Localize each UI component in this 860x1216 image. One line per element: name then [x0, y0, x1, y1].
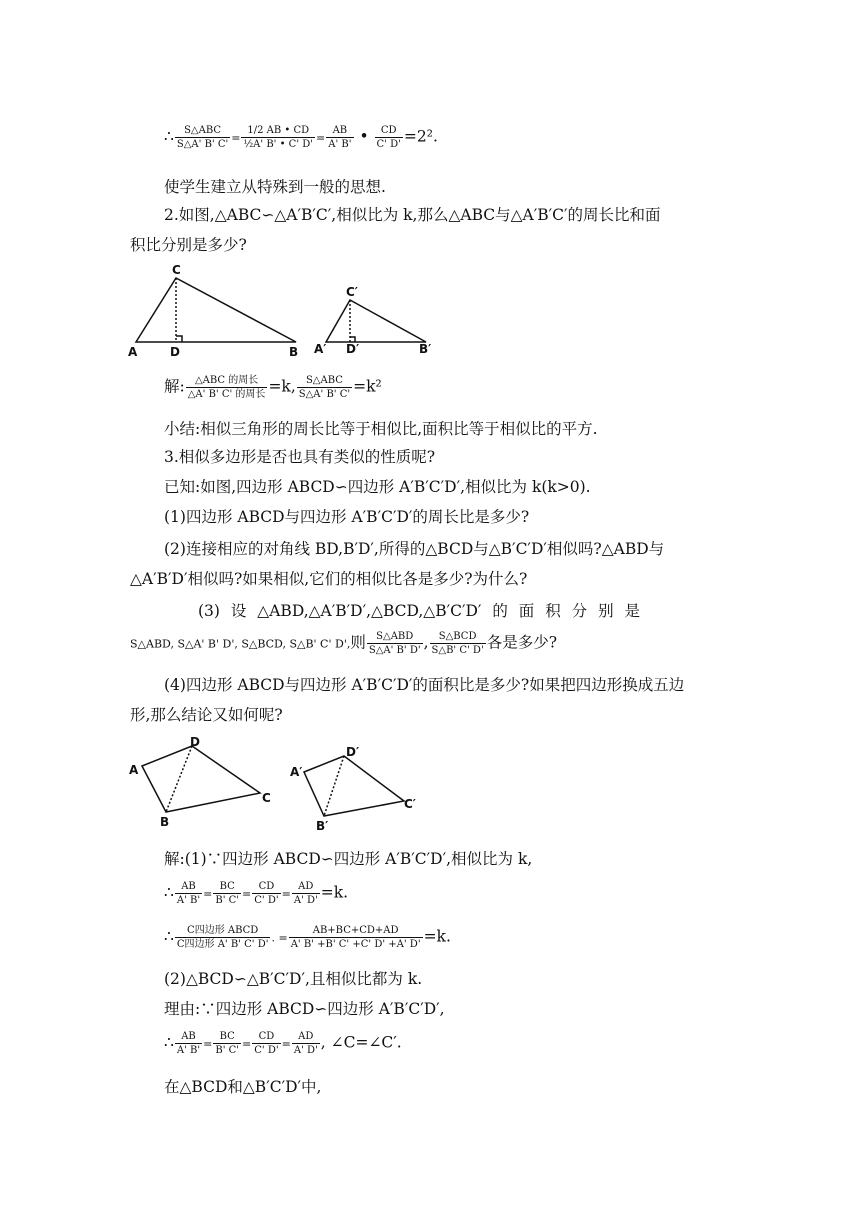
similar-quadrilaterals-figure	[126, 736, 426, 836]
fraction-denominator: A' B'	[176, 895, 201, 906]
equals-sign: =	[203, 1037, 213, 1051]
fraction-numerator: AB	[175, 880, 202, 894]
question-3-part-4-line-1: (4)四边形 ABCD与四边形 A′B′C′D′的面积比是多少?如果把四边形换成五边	[164, 676, 685, 694]
fraction-numerator: C四边形 ABCD	[175, 924, 271, 938]
ratio-ad	[292, 880, 320, 907]
half-product-fraction: $\frac{1/2 AB • CD}{\text{½A' B' • C' D'}}$	[243, 125, 314, 150]
separator: . =	[271, 931, 288, 945]
fraction-denominator: A' D'	[293, 895, 318, 906]
multiply-dot: •	[359, 127, 369, 146]
fraction-denominator: C' D'	[376, 139, 401, 150]
equation-result: =2².	[403, 127, 438, 146]
equals-sign: =	[203, 887, 213, 901]
therefore-symbol: ∴	[164, 127, 174, 146]
paragraph-general-idea: 使学生建立从特殊到一般的思想.	[164, 178, 386, 196]
therefore-symbol: ∴	[164, 927, 174, 946]
quad-vertex-label-a: A	[129, 763, 139, 777]
vertex-label-a-prime: A′	[314, 342, 327, 356]
ratio-ab	[175, 1030, 202, 1057]
quad-vertex-label-b: B	[160, 815, 170, 829]
fraction-denominator: A' B' +B' C' +C' D' +A' D'	[290, 939, 421, 950]
ratio-value: =k.	[320, 883, 349, 902]
fraction-numerator: AD	[292, 880, 320, 894]
fraction-numerator: AB • CD	[266, 125, 310, 136]
fraction-denominator: △A' B' C' 的周长	[187, 389, 266, 400]
ratio-cd	[252, 880, 280, 907]
vertex-label-d: D	[170, 345, 180, 359]
fraction-denominator: C四边形 A' B' C' D'	[176, 939, 269, 950]
then-word: 则	[350, 633, 366, 652]
quad-vertex-label-c-prime: C′	[404, 797, 416, 811]
perimeter-ratio-fraction	[186, 374, 268, 401]
question-3-part-2-line-2: △A′B′D′相似吗?如果相似,它们的相似比各是多少?为什么?	[130, 570, 528, 588]
perimeter-fraction	[175, 924, 271, 951]
perimeter-ratio-value: =k,	[268, 377, 296, 396]
summary: 小结:相似三角形的周长比等于相似比,面积比等于相似比的平方.	[164, 420, 598, 438]
angle-equality: , ∠C=∠C′.	[320, 1033, 402, 1052]
question-3-part-4-line-2: 形,那么结论又如何呢?	[130, 706, 283, 724]
ratio-value: =k.	[423, 927, 451, 946]
fraction-numerator: AB+BC+CD+AD	[289, 924, 423, 938]
fraction-numerator: BC	[213, 880, 241, 894]
quad-vertex-label-a-prime: A′	[290, 765, 303, 779]
ratio-bc	[213, 880, 241, 907]
area-symbols: S△ABD, S△A' B' D', S△BCD, S△B' C' D',	[130, 637, 351, 651]
sum-fraction	[289, 924, 423, 951]
fraction-numerator: CD	[252, 1030, 280, 1044]
ratio-ad	[292, 1030, 320, 1057]
solution-3-perimeter-ratio	[164, 924, 451, 951]
equals-sign: =	[231, 131, 241, 145]
question-tail: 各是多少?	[486, 633, 558, 652]
question-2-line-1: 2.如图,△ABC∽△A′B′C′,相似比为 k,那么△ABC与△A′B′C′的周长比和面	[164, 206, 661, 224]
solution-3-side-ratios: ∴ $\frac{AB}{A' B'}$ = $\frac{BC}{B' C'}$ = $\frac{CD}{C' D'}$ = $\frac{AD}{A' D'}$ =k.	[164, 881, 349, 906]
solution-3-part-2: (2)△BCD∽△B′C′D′,且相似比都为 k.	[164, 970, 423, 988]
fraction-denominator: A' B' • C' D'	[253, 139, 314, 150]
ratio-ab	[175, 880, 202, 907]
area-ratio-equation: ∴ $\frac{\text{S△ABC}}{S\triangle A' B' C'}$ = $\frac{1/2 AB • CD}{\text{½A' B' • C' D'}}$ = $\frac{AB}{A' B'}$ • $\frac{CD}{C' D'}$ =2².	[164, 125, 438, 150]
fraction-denominator: S△B' C' D'	[431, 645, 484, 656]
therefore-symbol: ∴	[164, 1033, 174, 1052]
quad-vertex-label-d: D	[190, 736, 200, 749]
fraction-denominator: A' B'	[176, 1045, 201, 1056]
fraction-denominator: B' C'	[215, 1045, 240, 1056]
question-3-part-3-line-1: (3) 设 △ABD,△A′B′D′,△BCD,△B′C′D′ 的 面 积 分 别 是	[198, 602, 641, 620]
fraction-numerator: CD	[252, 880, 280, 894]
vertex-label-c: C	[172, 263, 181, 277]
question-3-part-2-line-1: (2)连接相应的对角线 BD,B′D′,所得的△BCD与△B′C′D′相似吗?△ABD与	[164, 540, 665, 558]
fraction-denominator: A' D'	[293, 1045, 318, 1056]
question-3-title: 3.相似多边形是否也具有类似的性质呢?	[164, 448, 436, 466]
bcd-area-ratio-fraction	[430, 630, 486, 657]
area-fraction	[175, 124, 230, 151]
side-fraction-cd	[375, 124, 403, 151]
fraction-numerator: S△ABC	[297, 374, 352, 388]
vertex-label-c-prime: C′	[346, 285, 358, 299]
quad-vertex-label-d-prime: D′	[346, 745, 360, 759]
fraction-denominator: B' C'	[215, 895, 240, 906]
question-3-part-1: (1)四边形 ABCD与四边形 A′B′C′D′的周长比是多少?	[164, 508, 530, 526]
ratio-bc	[213, 1030, 241, 1057]
fraction-numerator: AB	[175, 1030, 202, 1044]
fraction-numerator: AB	[326, 124, 353, 138]
vertex-label-b: B	[289, 345, 299, 359]
solution-3-line-1: 解:(1)∵四边形 ABCD∽四边形 A′B′C′D′,相似比为 k,	[164, 850, 533, 868]
question-2-line-2: 积比分别是多少?	[130, 236, 247, 254]
abd-area-ratio-fraction	[367, 630, 423, 657]
solution-3-reason: 理由:∵四边形 ABCD∽四边形 A′B′C′D′,	[164, 1000, 445, 1018]
fraction-denominator: S△A' B' C'	[176, 139, 229, 150]
fraction-numerator: AD	[292, 1030, 320, 1044]
solution-3-in-triangles: 在△BCD和△B′C′D′中,	[164, 1078, 322, 1096]
fraction-numerator: S△BCD	[430, 630, 486, 644]
fraction-denominator: C' D'	[254, 1045, 279, 1056]
fraction-numerator: S△ABD	[367, 630, 423, 644]
fraction-denominator: S△A' B' D'	[368, 645, 421, 656]
solution-3-ratios-and-angle: ∴ $\frac{AB}{A' B'}$ = $\frac{BC}{B' C'}$ = $\frac{CD}{C' D'}$ = $\frac{AD}{A' D'}$ , ∠C=∠C′.	[164, 1031, 402, 1056]
quad-vertex-label-c: C	[262, 791, 271, 805]
vertex-label-a: A	[128, 345, 138, 359]
vertex-label-b-prime: B′	[419, 342, 432, 356]
quad-vertex-label-b-prime: B′	[316, 819, 329, 833]
fraction-numerator: BC	[213, 1030, 241, 1044]
solution-2	[164, 374, 382, 401]
question-3-given: 已知:如图,四边形 ABCD∽四边形 A′B′C′D′,相似比为 k(k>0).	[164, 478, 591, 496]
similar-triangles-figure	[126, 260, 456, 360]
question-3-part-3-line-2: S△ABD, S△A' B' D', S△BCD, S△B' C' D',则 $\frac{\text{S△ABD}}{S\triangle A' B' D'}$ , $\frac{\text{S△BCD}}{S\triangle B' C' D'}$ 各是多少?	[130, 631, 558, 656]
fraction-numerator: CD	[375, 124, 403, 138]
therefore-symbol: ∴	[164, 883, 174, 902]
vertex-label-d-prime: D′	[346, 342, 360, 356]
side-fraction-ab	[326, 124, 353, 151]
fraction-numerator: S△ABC	[175, 124, 230, 138]
half-coefficient: 1/2	[247, 125, 264, 136]
area-ratio-value: =k²	[353, 377, 382, 396]
fraction-numerator: △ABC 的周长	[186, 374, 268, 388]
fraction-denominator: S△A' B' C'	[298, 389, 351, 400]
fraction-denominator: A' B'	[328, 139, 352, 150]
fraction-denominator: C' D'	[254, 895, 279, 906]
area-ratio-fraction	[297, 374, 352, 401]
solution-prefix: 解:	[164, 377, 185, 396]
ratio-cd	[252, 1030, 280, 1057]
